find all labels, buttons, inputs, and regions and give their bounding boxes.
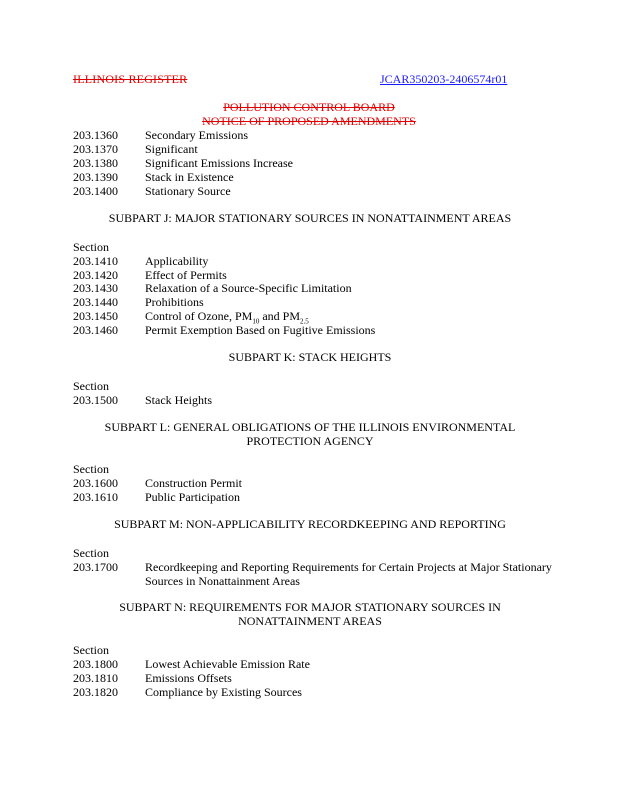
section-title: Relaxation of a Source-Specific Limitation	[145, 281, 352, 295]
subpart-l-heading: SUBPART L: GENERAL OBLIGATIONS OF THE ILLINOIS ENVIRONMENTAL PROTECTION AGENCY	[104, 420, 516, 448]
section-number: 203.1380	[73, 156, 118, 170]
section-label: Section	[73, 379, 109, 393]
section-title: Recordkeeping and Reporting Requirements for Certain Projects at Major Stationary Sources in Nonattainment Areas	[145, 560, 552, 588]
subpart-n-heading: SUBPART N: REQUIREMENTS FOR MAJOR STATIONARY SOURCES IN NONATTAINMENT AREAS	[119, 600, 501, 628]
section-row	[73, 156, 293, 171]
section-number: 203.1450	[73, 309, 118, 323]
section-row	[73, 295, 204, 310]
section-title: Permit Exemption Based on Fugitive Emissions	[145, 323, 376, 337]
section-row	[73, 128, 248, 143]
section-number: 203.1700	[73, 560, 118, 574]
section-row	[73, 254, 208, 269]
section-number: 203.1420	[73, 268, 118, 282]
section-title: Lowest Achievable Emission Rate	[145, 657, 310, 671]
section-title: Secondary Emissions	[145, 128, 248, 142]
jcar-link[interactable]: JCAR350203-2406574r01	[380, 72, 508, 86]
section-number: 203.1820	[73, 685, 118, 699]
section-number: 203.1410	[73, 254, 118, 268]
section-row	[73, 281, 352, 296]
subscript-pm25: 2.5	[300, 317, 309, 326]
section-label: Section	[73, 240, 109, 254]
section-row	[73, 323, 375, 338]
section-label: Section	[73, 462, 109, 476]
section-row	[73, 170, 234, 185]
section-number: 203.1800	[73, 657, 118, 671]
subpart-j-heading: SUBPART J: MAJOR STATIONARY SOURCES IN NONATTAINMENT AREAS	[108, 211, 512, 225]
section-number: 203.1810	[73, 671, 118, 685]
section-row	[73, 560, 555, 588]
section-number: 203.1370	[73, 142, 118, 156]
section-row	[73, 184, 231, 199]
section-title: Stationary Source	[145, 184, 231, 198]
section-title: Significant Emissions Increase	[145, 156, 293, 170]
notice-title: NOTICE OF PROPOSED AMENDMENTS	[202, 114, 416, 128]
section-title: Significant	[145, 142, 198, 156]
section-row	[73, 142, 198, 157]
section-title: Emissions Offsets	[145, 671, 232, 685]
section-label: Section	[73, 546, 109, 560]
section-number: 203.1600	[73, 476, 118, 490]
section-number: 203.1390	[73, 170, 118, 184]
section-title: Stack Heights	[145, 393, 212, 407]
section-row	[73, 685, 302, 700]
section-title: Public Participation	[145, 490, 240, 504]
section-number: 203.1440	[73, 295, 118, 309]
register-header: ILLINOIS REGISTER	[73, 72, 188, 86]
section-number: 203.1360	[73, 128, 118, 142]
subpart-m-heading: SUBPART M: NON-APPLICABILITY RECORDKEEPING AND REPORTING	[114, 517, 506, 531]
subscript-pm10: 10	[252, 317, 260, 326]
section-title: Construction Permit	[145, 476, 242, 490]
section-title: Effect of Permits	[145, 268, 227, 282]
section-row	[73, 476, 242, 491]
section-number: 203.1610	[73, 490, 118, 504]
section-title: Compliance by Existing Sources	[145, 685, 302, 699]
section-label: Section	[73, 643, 109, 657]
section-title: Stack in Existence	[145, 170, 234, 184]
section-number: 203.1500	[73, 393, 118, 407]
title-part: and PM	[259, 309, 300, 323]
section-number: 203.1460	[73, 323, 118, 337]
section-row	[73, 671, 232, 686]
section-row	[73, 490, 240, 505]
section-title: Prohibitions	[145, 295, 204, 309]
board-title: POLLUTION CONTROL BOARD	[223, 100, 395, 114]
subpart-k-heading: SUBPART K: STACK HEIGHTS	[228, 350, 392, 364]
section-row	[73, 393, 212, 408]
section-row	[73, 657, 310, 672]
title-part: Control of Ozone, PM	[145, 309, 253, 323]
section-number: 203.1400	[73, 184, 118, 198]
section-title: Applicability	[145, 254, 209, 268]
section-number: 203.1430	[73, 281, 118, 295]
